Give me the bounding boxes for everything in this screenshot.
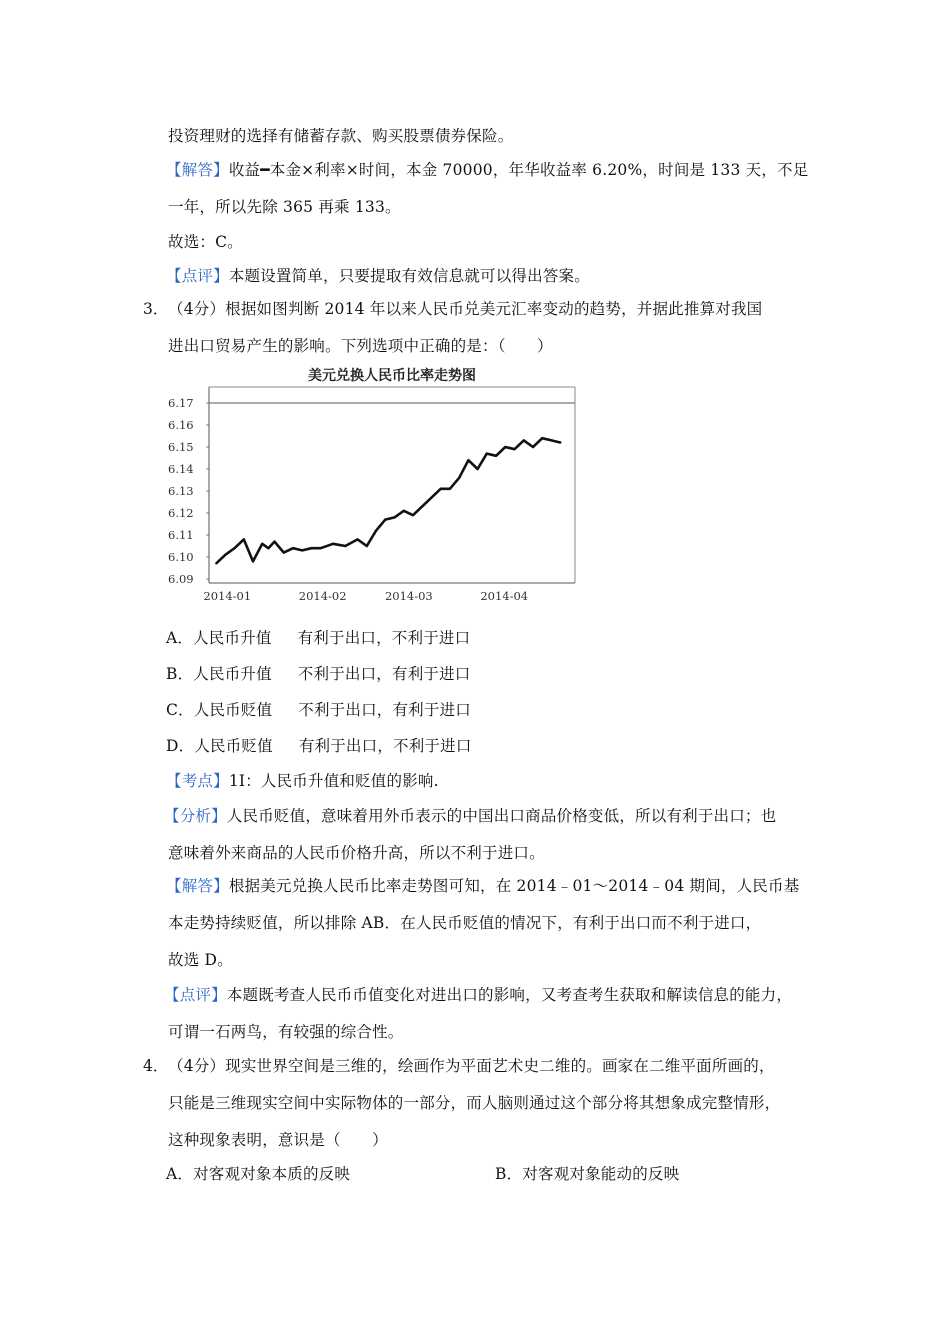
analysis-text: 人民币贬值，意味着用外币表示的中国出口商品价格变低，所以有利于出口；也	[226, 807, 777, 825]
comment-tag: 【点评】	[164, 986, 227, 1004]
option-label: B．人民币升值	[166, 665, 272, 683]
answer-line	[166, 160, 808, 180]
y-tick-label: 6.16	[168, 418, 194, 432]
option-a: A．对客观对象本质的反映	[166, 1165, 351, 1183]
data-point	[403, 510, 405, 512]
y-tick-label: 6.17	[168, 396, 194, 410]
comment-line	[166, 266, 590, 286]
y-tick-label: 6.13	[168, 484, 194, 498]
comment-text: 本题既考查人民币币值变化对进出口的影响，又考查考生获取和解读信息的能力，	[226, 986, 793, 1004]
comment-text: 本题设置简单，只要提取有效信息就可以得出答案。	[228, 267, 590, 285]
analysis-line: 意味着外来商品的人民币价格升高，所以不利于进口。	[168, 844, 545, 862]
kaodian-text: 1I：人民币升值和贬值的影响.	[228, 772, 439, 790]
data-point	[292, 547, 294, 549]
data-point	[486, 453, 488, 455]
question-stem: （4分）现实世界空间是三维的，绘画作为平面艺术史二维的。画家在二维平面所画的，	[168, 1057, 775, 1075]
data-point	[477, 468, 479, 470]
data-point	[274, 541, 276, 543]
analysis-tag: 【分析】	[164, 807, 227, 825]
data-point	[366, 545, 368, 547]
data-point	[514, 448, 516, 450]
y-tick-label: 6.14	[168, 462, 194, 476]
data-point	[252, 561, 254, 563]
data-point	[468, 459, 470, 461]
question-number: 3．	[143, 300, 169, 318]
y-tick-label: 6.09	[168, 572, 194, 586]
answer-text: 根据美元兑换人民币比率走势图可知，在 2014﹣01～2014﹣04 期间，人民币基	[228, 877, 800, 895]
option-label: A．人民币升值	[166, 629, 272, 647]
comment-line: 可谓一石两鸟，有较强的综合性。	[168, 1023, 404, 1041]
option-d	[166, 736, 472, 756]
data-point	[332, 543, 334, 545]
kaodian-tag: 【考点】	[166, 772, 229, 790]
series-line	[216, 438, 561, 563]
option-b: B．对客观对象能动的反映	[495, 1165, 680, 1183]
data-point	[268, 547, 270, 549]
data-point	[375, 530, 377, 532]
chart-svg	[165, 365, 585, 615]
kaodian-line	[166, 771, 439, 791]
option-text: 不利于出口，有利于进口	[297, 665, 471, 683]
analysis-line	[164, 806, 776, 826]
data-point	[224, 554, 226, 556]
answer-tag: 【解答】	[166, 161, 229, 179]
data-point	[320, 547, 322, 549]
data-point	[215, 563, 217, 565]
question-stem: 进出口贸易产生的影响。下列选项中正确的是：（ ）	[168, 337, 553, 355]
option-label: D．人民币贬值	[166, 737, 273, 755]
question-stem: （4分）根据如图判断 2014 年以来人民币兑美元汇率变动的趋势，并据此推算对我国	[168, 300, 763, 318]
option-text: 有利于出口，不利于进口	[297, 629, 471, 647]
paragraph-line: 故选：C。	[168, 233, 243, 251]
answer-line: 故选 D。	[168, 951, 233, 969]
comment-tag: 【点评】	[166, 267, 229, 285]
answer-line	[166, 876, 799, 896]
data-point	[431, 497, 433, 499]
paragraph-line: 一年，所以先除 365 再乘 133。	[168, 198, 401, 216]
option-text: 不利于出口，有利于进口	[298, 701, 471, 719]
option-c	[166, 700, 471, 720]
y-tick-label: 6.11	[168, 528, 194, 542]
data-point	[283, 552, 285, 554]
answer-tag: 【解答】	[166, 877, 229, 895]
data-point	[394, 517, 396, 519]
data-point	[551, 440, 553, 442]
data-point	[384, 519, 386, 521]
chart-title: 美元兑换人民币比率走势图	[308, 368, 476, 384]
paragraph-line: 投资理财的选择有储蓄存款、购买股票债券保险。	[168, 127, 514, 145]
comment-line	[164, 985, 792, 1005]
x-tick-label: 2014-04	[480, 589, 529, 603]
y-tick-label: 6.10	[168, 550, 194, 564]
data-point	[449, 488, 451, 490]
option-b	[166, 664, 471, 684]
data-point	[541, 437, 543, 439]
x-tick-label: 2014-02	[298, 589, 347, 603]
answer-text: 收益━本金×利率×时间，本金 70000，年华收益率 6.20%，时间是 133 天，不足	[228, 161, 809, 179]
question-number: 4．	[143, 1057, 169, 1075]
x-tick-label: 2014-01	[203, 589, 252, 603]
option-text: 有利于出口，不利于进口	[298, 737, 472, 755]
data-point	[504, 446, 506, 448]
data-point	[458, 477, 460, 479]
data-point	[301, 550, 303, 552]
data-point	[440, 488, 442, 490]
exchange-rate-chart	[165, 365, 585, 615]
data-point	[243, 539, 245, 541]
x-tick-label: 2014-03	[384, 589, 433, 603]
y-tick-label: 6.12	[168, 506, 194, 520]
y-tick-label: 6.15	[168, 440, 194, 454]
question-stem: 只能是三维现实空间中实际物体的一部分，而人脑则通过这个部分将其想象成完整情形，	[168, 1094, 781, 1112]
option-label: C．人民币贬值	[166, 701, 273, 719]
option-a	[166, 628, 470, 648]
question-stem: 这种现象表明，意识是（ ）	[168, 1131, 388, 1149]
data-point	[495, 455, 497, 457]
data-point	[532, 446, 534, 448]
answer-line: 本走势持续贬值，所以排除 AB．在人民币贬值的情况下，有利于出口而不利于进口，	[168, 914, 762, 932]
data-point	[344, 545, 346, 547]
data-point	[234, 547, 236, 549]
data-point	[523, 440, 525, 442]
data-point	[311, 547, 313, 549]
data-point	[412, 514, 414, 516]
data-point	[421, 506, 423, 508]
data-point	[560, 442, 562, 444]
data-point	[261, 543, 263, 545]
data-point	[357, 539, 359, 541]
